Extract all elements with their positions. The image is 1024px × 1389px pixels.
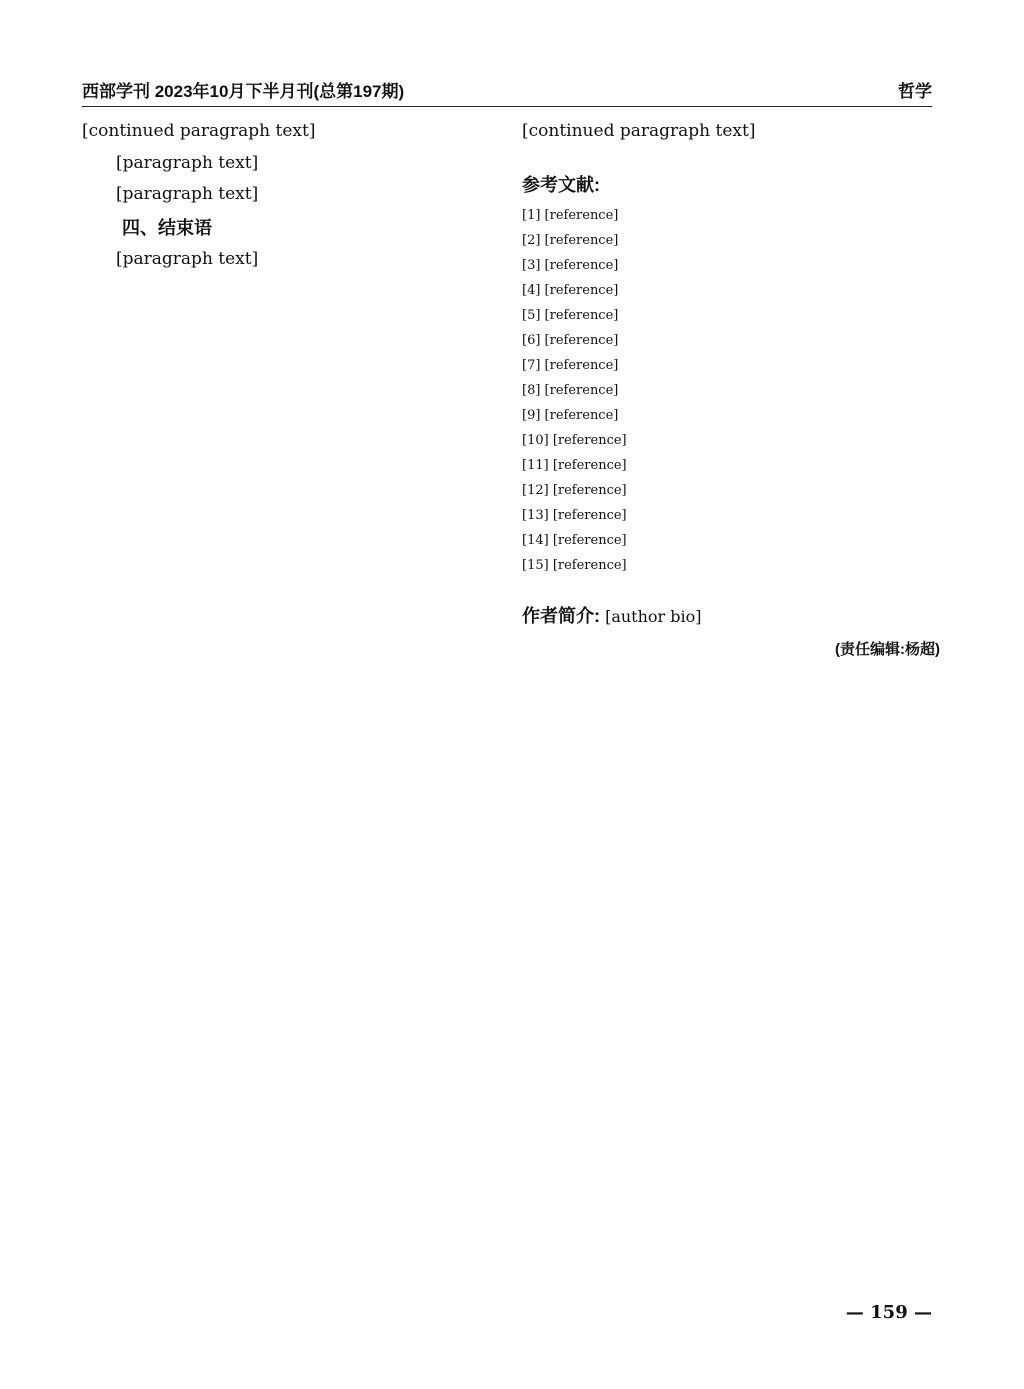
left-column [82, 118, 500, 278]
reference-item: [15] [reference] [522, 558, 627, 574]
reference-item: [7] [reference] [522, 358, 619, 374]
reference-item: [8] [reference] [522, 383, 619, 399]
reference-item: [13] [reference] [522, 508, 627, 524]
page-header [82, 72, 932, 107]
author-bio-text: [author bio] [605, 607, 702, 627]
reference-item: [6] [reference] [522, 333, 619, 349]
page-number: — 159 — [845, 1302, 932, 1323]
reference-item: [10] [reference] [522, 433, 627, 449]
reference-item: [5] [reference] [522, 308, 619, 324]
references-title: 参考文献: [522, 174, 600, 195]
section-label: 哲学 [898, 82, 932, 101]
author-bio-label: 作者简介: [522, 606, 600, 627]
reference-item: [9] [reference] [522, 408, 619, 424]
section-heading: 四、结束语 [122, 217, 212, 238]
reference-item: [1] [reference] [522, 208, 619, 224]
editor-credit: (责任编辑:杨超) [835, 641, 940, 659]
right-column [522, 118, 940, 664]
paragraph: [continued paragraph text] [522, 121, 756, 141]
paragraph: [continued paragraph text] [82, 121, 316, 141]
reference-item: [3] [reference] [522, 258, 619, 274]
reference-item: [11] [reference] [522, 458, 627, 474]
paragraph: [paragraph text] [116, 152, 259, 173]
references-list [522, 205, 940, 577]
author-bio [522, 603, 940, 630]
paragraph: [paragraph text] [116, 184, 259, 205]
paragraph: [paragraph text] [116, 249, 259, 270]
reference-item: [14] [reference] [522, 533, 627, 549]
reference-item: [12] [reference] [522, 483, 627, 499]
reference-item: [2] [reference] [522, 233, 619, 249]
reference-item: [4] [reference] [522, 283, 619, 299]
journal-title: 西部学刊 2023年10月下半月刊(总第197期) [82, 82, 405, 101]
